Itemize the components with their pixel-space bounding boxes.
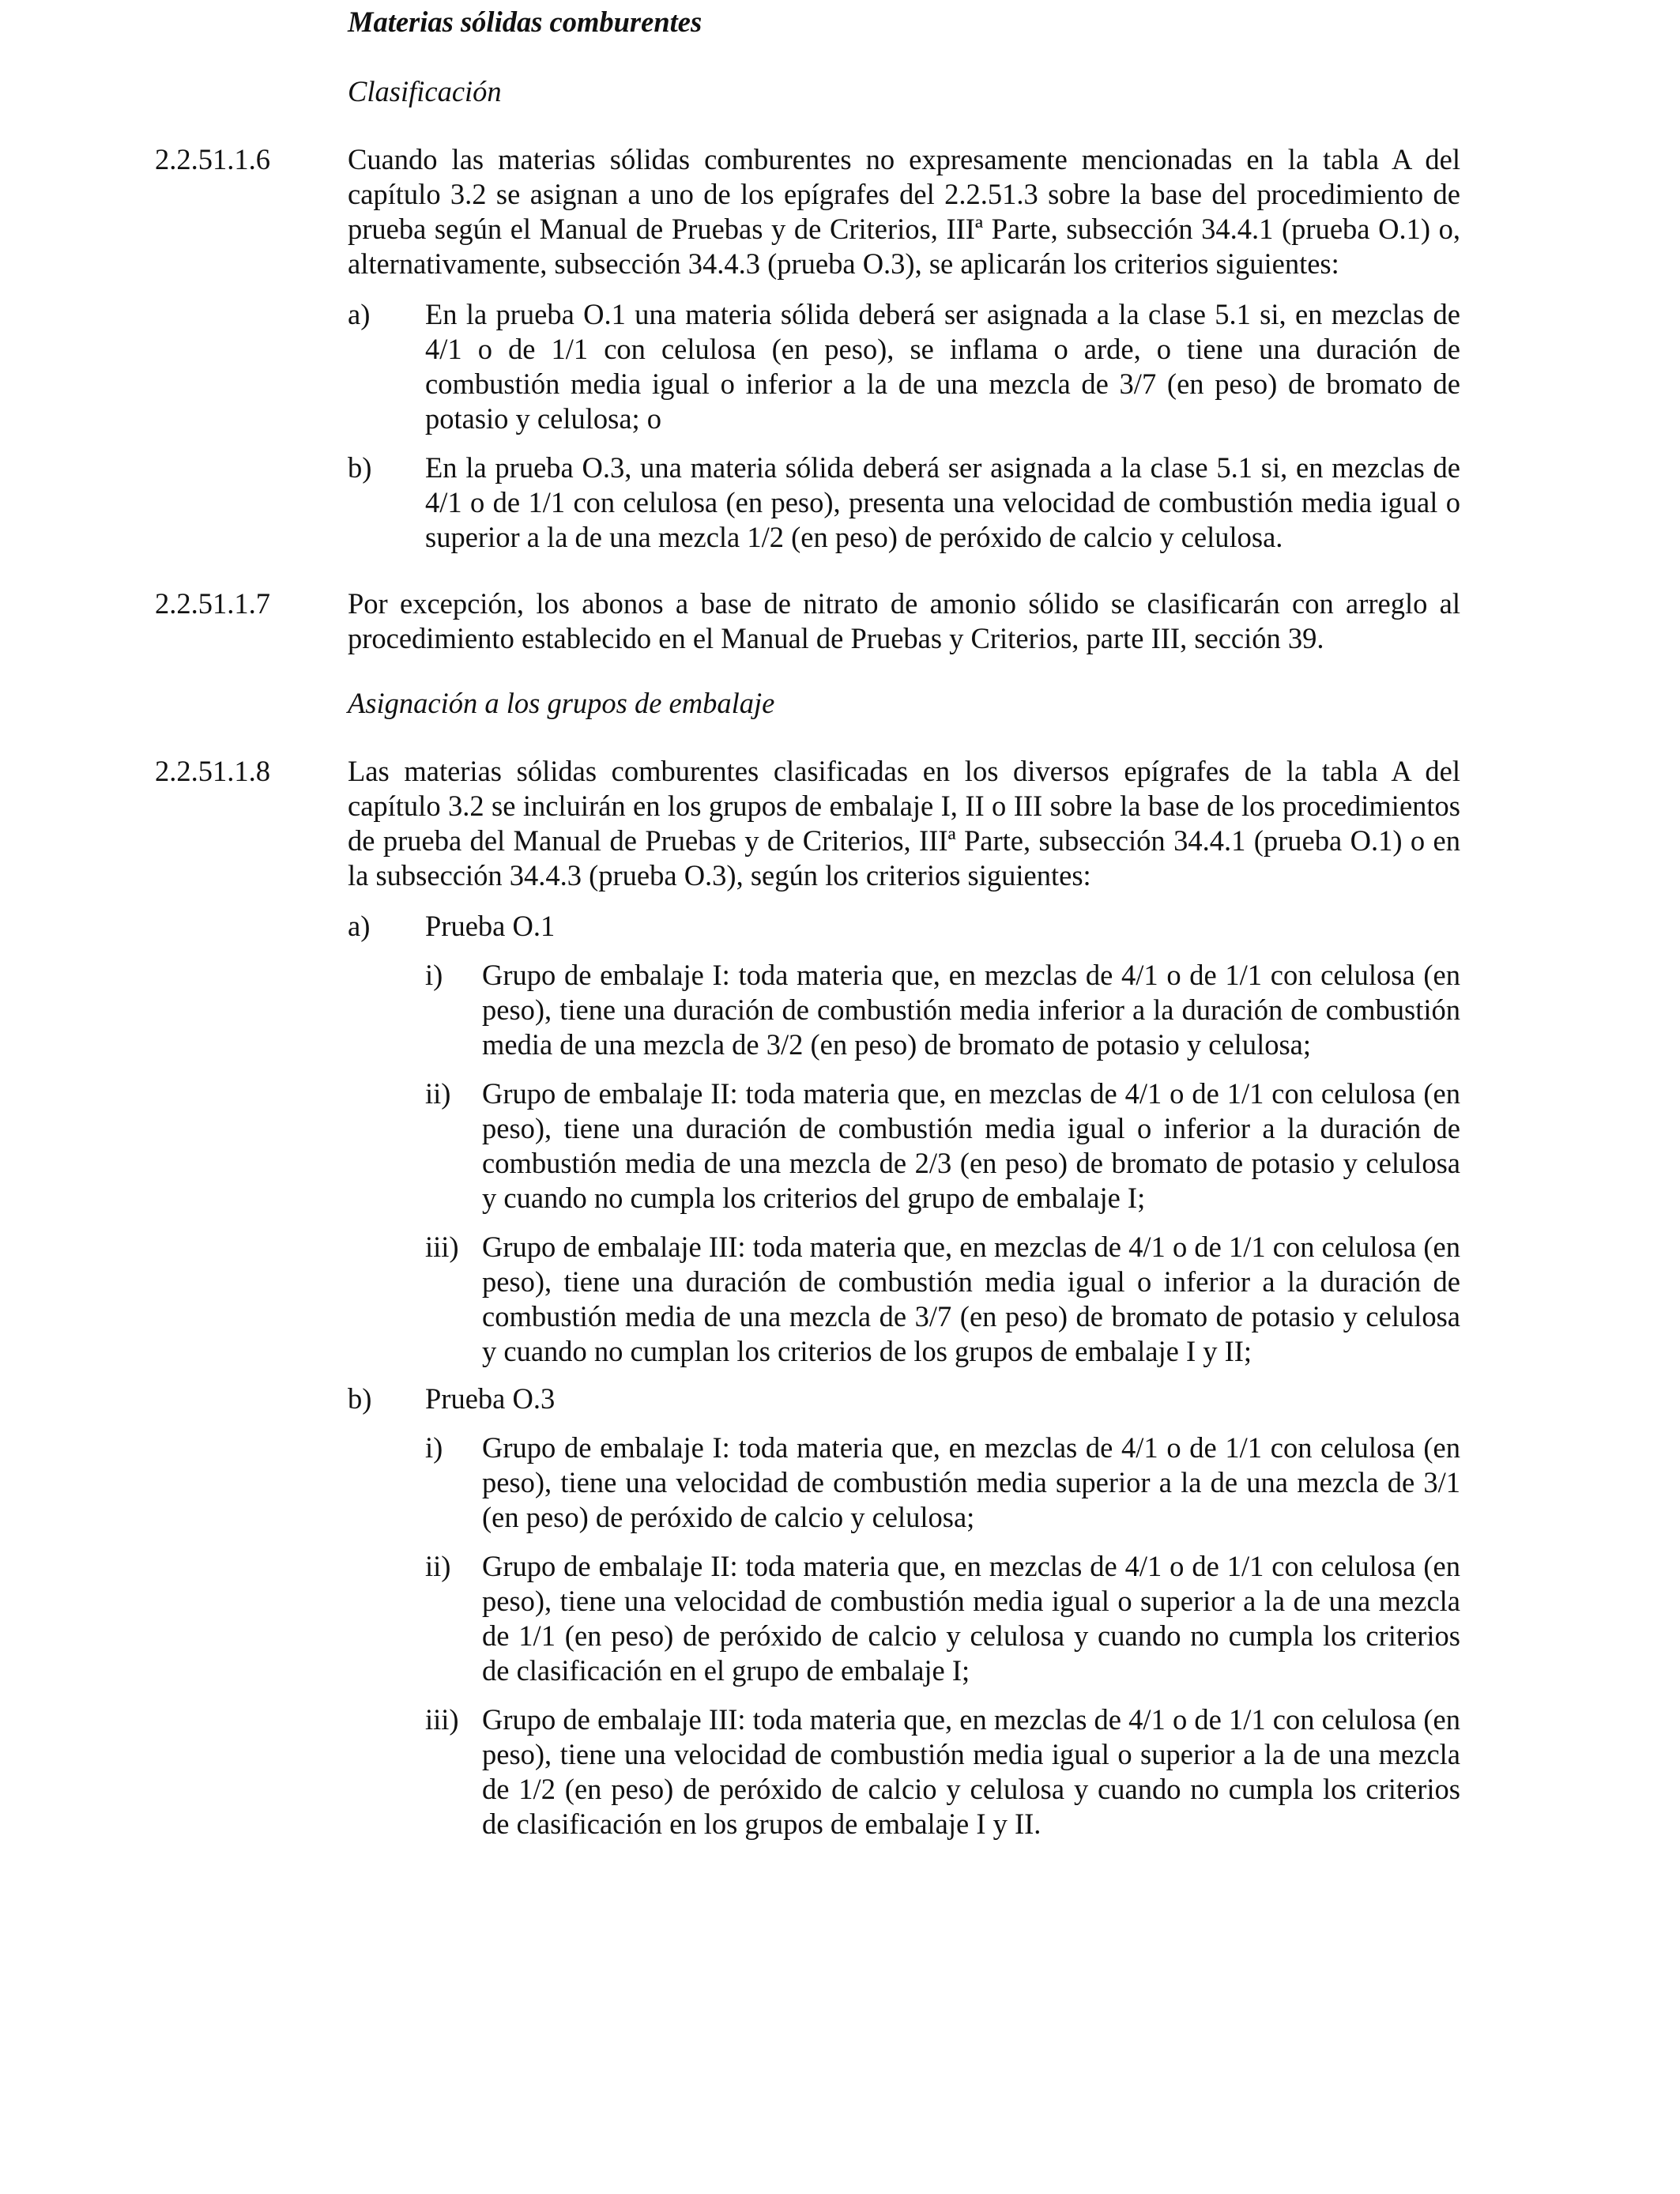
- item-marker-b: b): [348, 451, 372, 484]
- test-b-item-iii-text: Grupo de embalaje III: toda materia que, en mezclas de 4/1 o de 1/1 con celulosa (en peso), tiene una velocidad de combustión media igual o superior a la de una mezcla de 1/2 (en peso) de peróxido de calcio y celulosa y cuando no cumpla los criterios de clasificación en los grupos de embalaje I y II.: [482, 1703, 1460, 1840]
- test-a-item-iii-marker: iii): [425, 1231, 459, 1263]
- paragraph-number-2-2-51-1-7: 2.2.51.1.7: [155, 587, 270, 620]
- classification-heading: Clasificación: [348, 75, 502, 107]
- paragraph-2-2-51-1-8-text: Las materias sólidas comburentes clasificadas en los diversos epígrafes de la tabla A del capítulo 3.2 se incluirán en los grupos de embalaje I, II o III sobre la base de los procedimientos de prueba del Manual de Pruebas y de Criterios, IIIª Parte, subsección 34.4.1 (prueba O.1) o en la subsección 34.4.3 (prueba O.3), según los criterios siguientes:: [348, 755, 1460, 892]
- test-b-item-i-marker: i): [425, 1431, 443, 1464]
- test-b-item-i-text: Grupo de embalaje I: toda materia que, en mezclas de 4/1 o de 1/1 con celulosa (en peso), tiene una velocidad de combustión media superior a la de una mezcla de 3/1 (en peso) de peróxido de calcio y celulosa;: [482, 1431, 1460, 1533]
- paragraph-number-2-2-51-1-8: 2.2.51.1.8: [155, 755, 270, 787]
- item-b-text: En la prueba O.3, una materia sólida deberá ser asignada a la clase 5.1 si, en mezclas de 4/1 o de 1/1 con celulosa (en peso), presenta una velocidad de combustión media igual o superior a la de una mezcla 1/2 (en peso) de peróxido de calcio y celulosa.: [425, 451, 1460, 553]
- section-title: Materias sólidas comburentes: [348, 6, 703, 38]
- test-a-item-ii-text: Grupo de embalaje II: toda materia que, en mezclas de 4/1 o de 1/1 con celulosa (en peso), tiene una duración de combustión media igual o inferior a la duración de combustión media de una mezcla de 2/3 (en peso) de bromato de potasio y celulosa y cuando no cumpla los criterios del grupo de embalaje I;: [482, 1077, 1460, 1214]
- test-a-label: Prueba O.1: [425, 910, 556, 942]
- test-a-item-i-text: Grupo de embalaje I: toda materia que, en mezclas de 4/1 o de 1/1 con celulosa (en peso), tiene una duración de combustión media inferior a la duración de combustión media de una mezcla de 3/2 (en peso) de bromato de potasio y celulosa;: [482, 959, 1460, 1061]
- item-a-text: En la prueba O.1 una materia sólida deberá ser asignada a la clase 5.1 si, en mezclas de 4/1 o de 1/1 con celulosa (en peso), se inflama o arde, o tiene una duración de combustión media igual o inferior a la de una mezcla de 3/7 (en peso) de bromato de potasio y celulosa; o: [425, 298, 1460, 435]
- test-b-marker: b): [348, 1382, 372, 1415]
- test-a-item-i-marker: i): [425, 959, 443, 991]
- paragraph-number-2-2-51-1-6: 2.2.51.1.6: [155, 143, 270, 175]
- paragraph-2-2-51-1-7-text: Por excepción, los abonos a base de nitrato de amonio sólido se clasificarán con arreglo al procedimiento establecido en el Manual de Pruebas y Criterios, parte III, sección 39.: [348, 587, 1460, 654]
- test-a-marker: a): [348, 910, 371, 942]
- test-b-label: Prueba O.3: [425, 1382, 556, 1415]
- test-b-item-ii-marker: ii): [425, 1550, 451, 1582]
- test-a-item-ii-marker: ii): [425, 1077, 451, 1110]
- paragraph-2-2-51-1-6-text: Cuando las materias sólidas comburentes no expresamente mencionadas en la tabla A del capítulo 3.2 se asignan a uno de los epígrafes del 2.2.51.3 sobre la base del procedimiento de prueba según el Manual de Pruebas y de Criterios, IIIª Parte, subsección 34.4.1 (prueba O.1) o, alternativamente, subsección 34.4.3 (prueba O.3), se aplicarán los criterios siguientes:: [348, 143, 1460, 280]
- test-b-item-iii-marker: iii): [425, 1703, 459, 1736]
- packing-groups-heading: Asignación a los grupos de embalaje: [348, 687, 775, 719]
- test-a-item-iii-text: Grupo de embalaje III: toda materia que, en mezclas de 4/1 o de 1/1 con celulosa (en peso), tiene una duración de combustión media igual o inferior a la duración de combustión media de una mezcla de 3/7 (en peso) de bromato de potasio y celulosa y cuando no cumplan los criterios de los grupos de embalaje I y II;: [482, 1231, 1460, 1367]
- item-marker-a: a): [348, 298, 371, 330]
- test-b-item-ii-text: Grupo de embalaje II: toda materia que, en mezclas de 4/1 o de 1/1 con celulosa (en peso), tiene una velocidad de combustión media igual o superior a la de una mezcla de 1/1 (en peso) de peróxido de calcio y celulosa y cuando no cumpla los criterios de clasificación en el grupo de embalaje I;: [482, 1550, 1460, 1687]
